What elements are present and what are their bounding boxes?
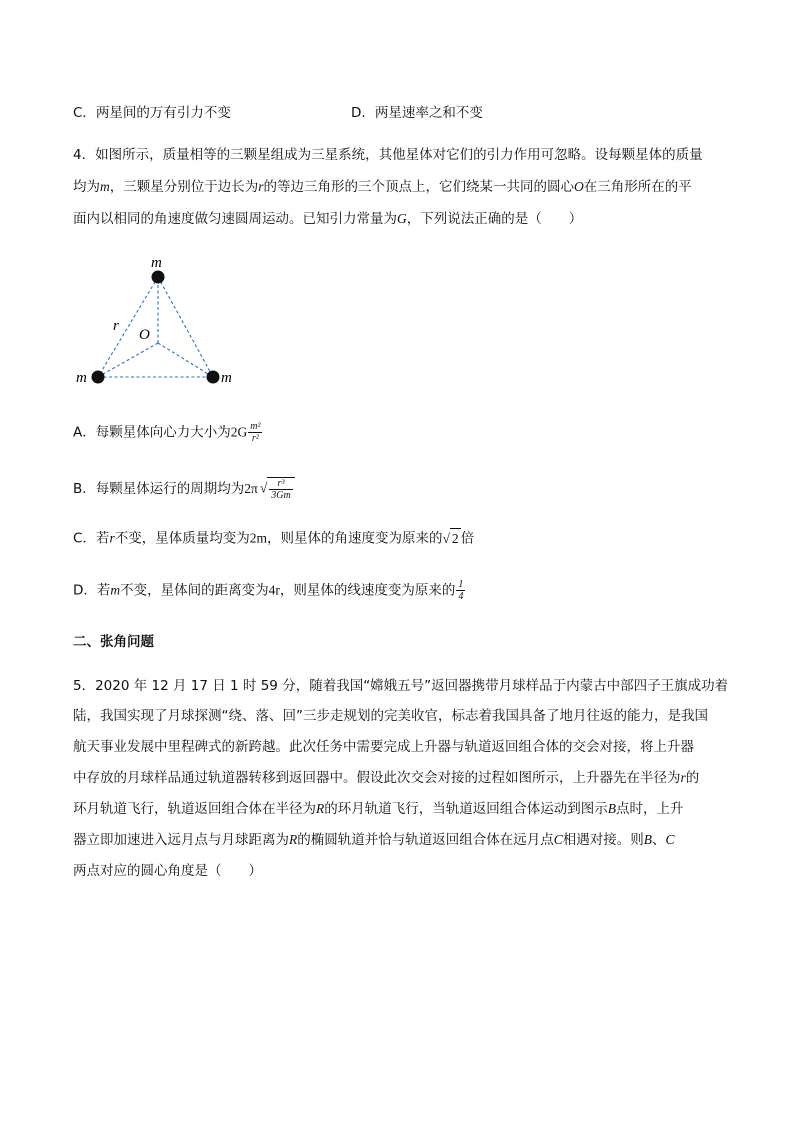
q4-option-c: C．若r不变，星体质量均变为2m，则星体的角速度变为原来的√ 2 倍	[73, 528, 474, 549]
three-star-diagram	[70, 250, 250, 390]
q5-line4: 中存放的月球样品通过轨道器转移到返回器中。假设此次交会对接的过程如图所示，上升器先在半径为r的	[73, 770, 700, 786]
star-left	[92, 371, 105, 384]
q3-option-c: C．两星间的万有引力不变	[73, 105, 231, 121]
q4-option-d: D．若m不变，星体间的距离变为4r，则星体的线速度变为原来的 $\frac{1}{4}$	[73, 579, 464, 602]
radius-to-left	[98, 343, 158, 377]
section-title: 二、张角问题	[73, 634, 154, 650]
star-right	[207, 371, 220, 384]
q4-option-b: B．每颗星体运行的周期均为2π √ $\frac{\text{r³}}{3Gm}$	[73, 477, 295, 501]
q4-stem-line1: 4．如图所示，质量相等的三颗星组成为三星系统，其他星体对它们的引力作用可忽略。设每颗星体的质量	[73, 147, 703, 163]
q3-option-d: D．两星速率之和不变	[351, 105, 483, 121]
q4-option-a: A．每颗星体向心力大小为2G $\frac{\text{m²}}{\text{r²}}$	[73, 421, 261, 444]
q5-line3: 航天事业发展中里程碑式的新跨越。此次任务中需要完成上升器与轨道返回组合体的交会对接，将上升器	[73, 739, 694, 755]
label-O: O	[139, 327, 150, 343]
label-m-top: m	[151, 255, 162, 271]
label-m-left: m	[76, 370, 87, 386]
star-top	[152, 271, 165, 284]
q5-line2: 陆，我国实现了月球探测“绕、落、回”三步走规划的完美收官，标志着我国具备了地月往返的能力，是我国	[73, 708, 708, 724]
label-r: r	[113, 318, 119, 334]
label-m-right: m	[221, 370, 232, 386]
q4-stem-line3: 面内以相同的角速度做匀速圆周运动。已知引力常量为G，下列说法正确的是（ ）	[73, 211, 583, 227]
q5-line5: 环月轨道飞行，轨道返回组合体在半径为R的环月轨道飞行，当轨道返回组合体运动到图示B点时，上升	[73, 801, 684, 817]
q5-line7: 两点对应的圆心角度是（ ）	[73, 863, 262, 879]
q4-stem-line2: 均为m，三颗星分别位于边长为r的等边三角形的三个顶点上，它们绕某一共同的圆心O在三角形所在的平	[73, 179, 692, 195]
radius-to-right	[158, 343, 213, 377]
q5-line6: 器立即加速进入远月点与月球距离为R的椭圆轨道并恰与轨道返回组合体在远月点C相遇对接。则B、C	[73, 832, 675, 848]
triangle-side-right	[158, 277, 213, 377]
q5-line1: 5．2020 年 12 月 17 日 1 时 59 分，随着我国“嫦娥五号”返回器携带月球样品于内蒙古中部四子王旗成功着	[73, 678, 729, 694]
